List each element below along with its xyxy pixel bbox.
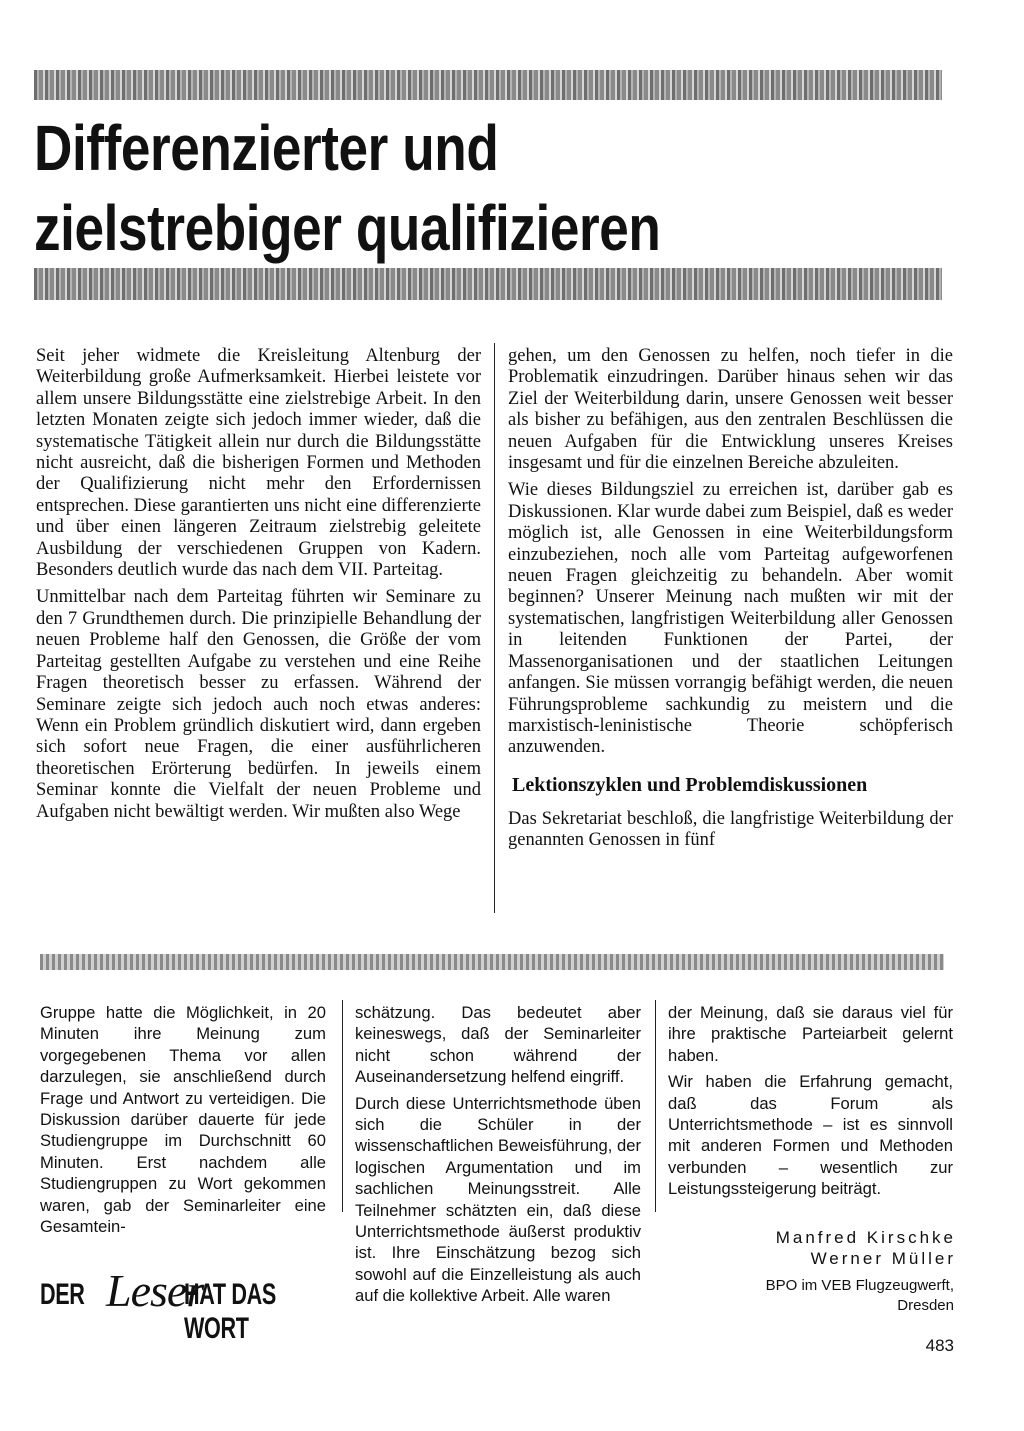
author-affiliation: BPO im VEB Flugzeugwerft, — [765, 1277, 954, 1294]
author-name-2: Werner Müller — [810, 1249, 956, 1268]
headline — [34, 108, 798, 268]
page-number: 483 — [925, 1336, 954, 1355]
paragraph: Wie dieses Bildungsziel zu erreichen ist, darüber gab es Diskussionen. Klar wurde dabei zum Beispiel, daß es weder möglich ist, alle Genossen in eine Weiterbildungsform einzubeziehen, noch alle vom Parteitag aufgeworfenen neuen Fragen gleichzeitig zu behandeln. Aber womit beginnen? Unserer Meinung nach mußten wir mit der systematischen, langfristigen Weiterbildung aller Genossen in leitenden Funktionen der Partei, der Massenorganisationen und der staatlichen Leitungen anfangen. Sie müssen vorrangig befähigt werden, die neuen Führungsprobleme sachkundig zu meistern und die marxistisch-leninistische Theorie schöpferisch anzuwenden. — [508, 480, 953, 758]
article-column-1 — [36, 346, 481, 829]
author-location: Dresden — [897, 1297, 954, 1314]
section-separator — [40, 954, 944, 970]
section-subheading: Lektionszyklen und Problemdiskussionen — [512, 773, 868, 796]
paragraph: gehen, um den Genossen zu helfen, noch tiefer in die Problematik einzudringen. Darüber hinaus sehen wir das Ziel der Weiterbildung darin, unsere Genossen weit besser als bisher zu befähigen, aus den zentralen Beschlüssen die neuen Aufgaben für die Entwicklung unseres Kreises insgesamt und für die einzelnen Bereiche abzuleiten. — [508, 346, 953, 474]
column-divider — [494, 343, 495, 913]
logo-word-hat-das-wort: HAT DAS WORT — [184, 1278, 276, 1345]
bottom-column-3 — [668, 1002, 953, 1205]
column-divider — [655, 1000, 656, 1212]
author-name-1: Manfred Kirschke — [775, 1228, 956, 1247]
article-column-2 — [508, 346, 953, 858]
header-rule-bottom — [34, 268, 942, 300]
paragraph: Seit jeher widmete die Kreisleitung Altenburg der Weiterbildung große Aufmerksamkeit. Hierbei leistete vor allem unsere Bildungsstätte eine zielstrebige Arbeit. In den letzten Monaten zeigte sich jedoch immer wieder, daß die systematische Tätigkeit allein nur durch die Bildungsstätte nicht ausreicht, daß die bisherigen Formen und Methoden der Qualifizierung nicht mehr den Erfordernissen entsprechen. Diese garantierten uns nicht eine differenzierte und über einen längeren Zeitraum zielstrebig geleitete Ausbildung der verschiedenen Gruppen von Kadern. Besonders deutlich wurde das nach dem VII. Parteitag. — [36, 346, 481, 581]
paragraph: der Meinung, daß sie daraus viel für ihre praktische Parteiarbeit gelernt haben. — [668, 1003, 953, 1065]
bottom-column-1 — [40, 1002, 326, 1242]
column-divider — [342, 1000, 343, 1212]
bottom-column-2 — [355, 1002, 641, 1312]
paragraph: Das Sekretariat beschloß, die langfristige Weiterbildung der genannten Genossen in fünf — [508, 808, 953, 851]
paragraph: schätzung. Das bedeutet aber keineswegs, daß der Seminarleiter nicht schon während der Auseinandersetzung helfend eingriff. — [355, 1003, 641, 1087]
headline-line1: Differenzierter und — [34, 112, 499, 184]
logo-word-leser: Leser — [106, 1265, 204, 1316]
paragraph: Wir haben die Erfahrung gemacht, daß das Forum als Unterrichtsmethode – ist es sinnvoll mit anderen Formen und Methoden verbunden – wesentlich zur Leistungssteigerung beiträgt. — [668, 1072, 953, 1199]
header-rule-top — [34, 70, 942, 100]
paragraph: Gruppe hatte die Möglichkeit, in 20 Minuten ihre Meinung zum vorgegebenen Thema vor allen darzulegen, sie anschließend durch Frage und Antwort zu verteidigen. Die Diskussion darüber dauerte für jede Studiengruppe im Durchschnitt 60 Minuten. Erst nachdem alle Studiengruppen zu Wort gekommen waren, gab der Seminarleiter eine Gesamtein- — [40, 1003, 326, 1237]
headline-line2: zielstrebiger qualifizieren — [34, 192, 661, 264]
logo-word-der: DER — [40, 1278, 85, 1311]
der-leser-hat-das-wort-logo — [40, 1262, 330, 1345]
paragraph: Unmittelbar nach dem Parteitag führten wir Seminare zu den 7 Grundthemen durch. Die prinzipielle Behandlung der neuen Probleme half den Genossen, die Größe der vom Parteitag gestellten Aufgabe zu verstehen und eine Reihe Fragen theoretisch besser zu erfassen. Während der Seminare zeigte sich jedoch auch noch etwas anderes: Wenn ein Problem gründlich diskutiert wird, dann ergeben sich sofort neue Fragen, die einer ausführlicheren theoretischen Erörterung bedürfen. In jeweils einem Seminar konnte die Vielfalt der neuen Probleme und Aufgaben nicht bewältigt werden. Wir mußten also Wege — [36, 587, 481, 822]
paragraph: Durch diese Unterrichtsmethode üben sich die Schüler in der wissenschaftlichen Beweisführung, der logischen Argumentation und im sachlichen Meinungsstreit. Alle Teilnehmer schätzten ein, daß diese Unterrichtsmethode äußerst produktiv ist. Ihre Einschätzung bezog sich sowohl auf die Einzelleistung als auch auf die kollektive Arbeit. Alle waren — [355, 1093, 641, 1306]
